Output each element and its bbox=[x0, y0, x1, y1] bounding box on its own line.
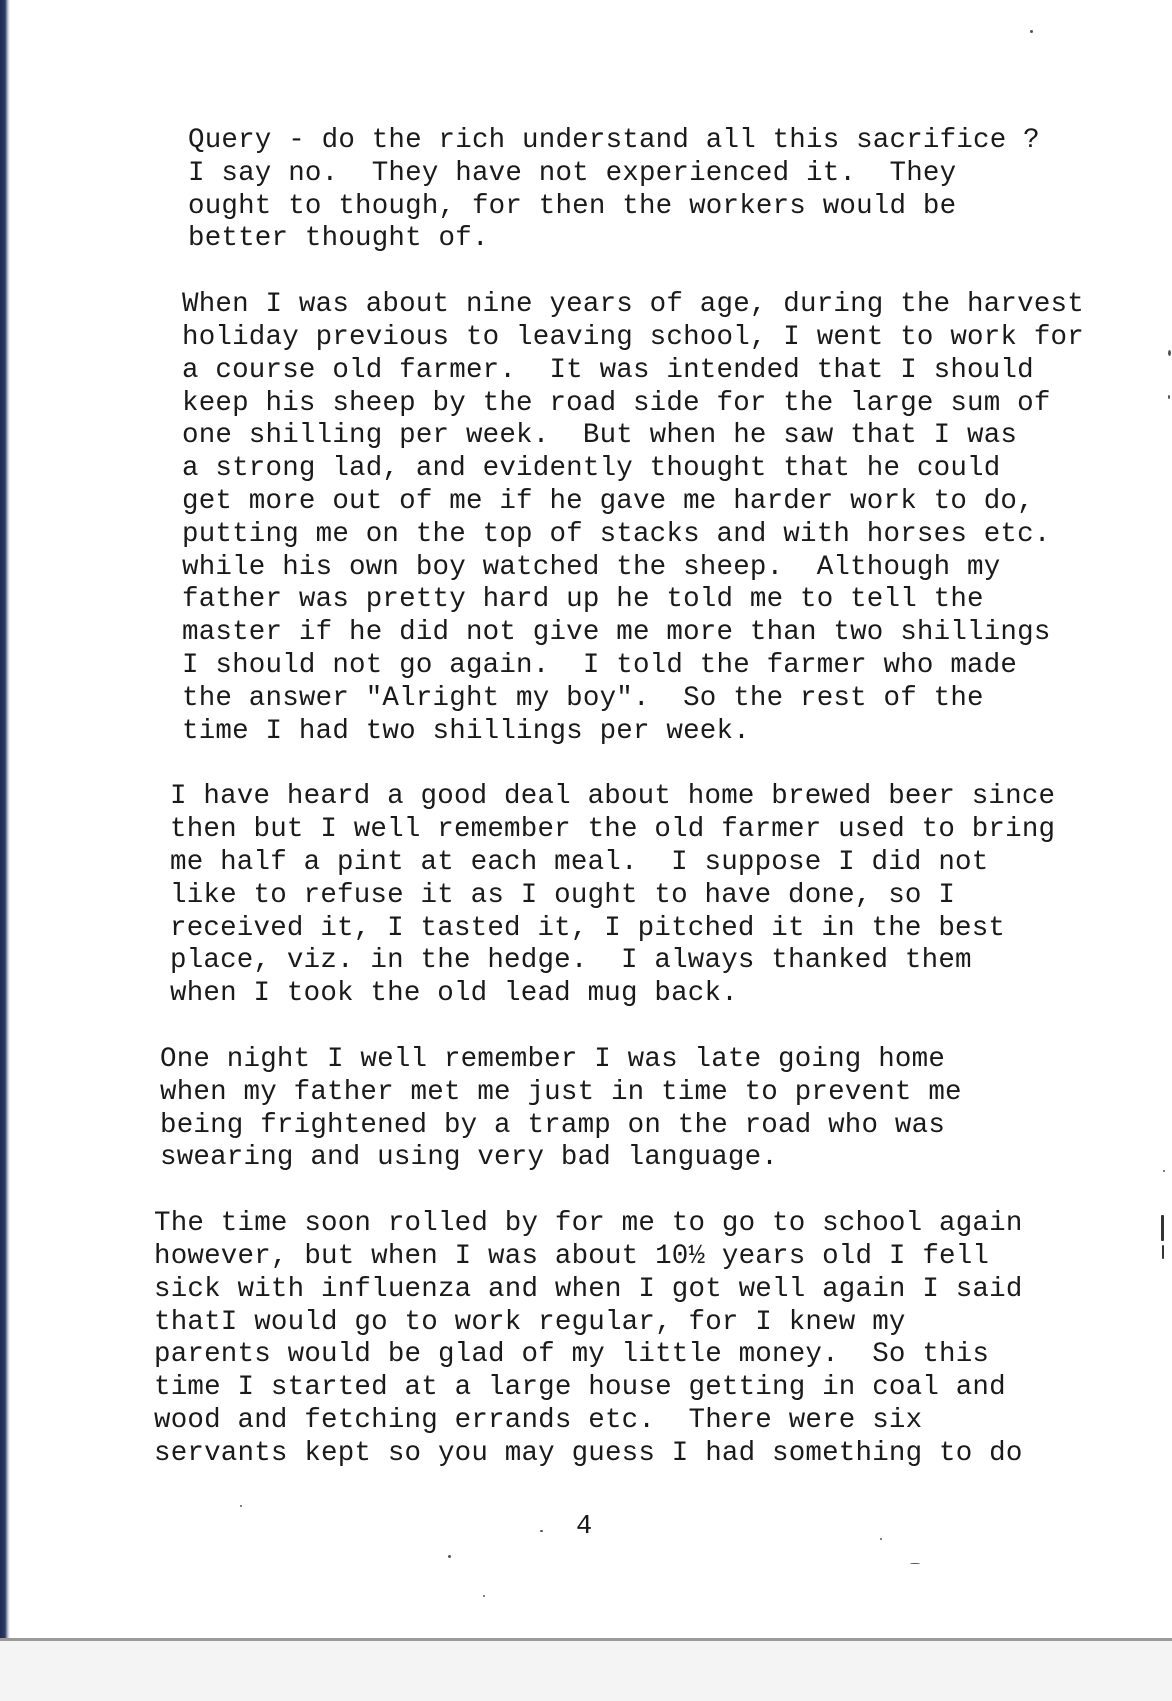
text-line: the answer "Alright my boy". So the rest of the bbox=[182, 682, 984, 714]
text-line: a strong lad, and evidently thought that he could bbox=[182, 453, 1001, 485]
text-line: parents would be glad of my little money. So this bbox=[154, 1339, 990, 1371]
text-line: a course old farmer. It was intended that I should bbox=[182, 354, 1034, 386]
text-line: father was pretty hard up he told me to tell the bbox=[182, 584, 984, 616]
text-line: keep his sheep by the road side for the large sum of bbox=[182, 387, 1051, 419]
scan-speck bbox=[910, 1563, 920, 1564]
text-line: thatI would go to work regular, for I knew my bbox=[154, 1306, 906, 1338]
text-line: better thought of. bbox=[188, 223, 489, 255]
typed-text-body bbox=[150, 125, 1090, 1503]
scan-speck bbox=[880, 1538, 882, 1540]
text-line: I say no. They have not experienced it. They bbox=[188, 157, 957, 189]
text-line: time I started at a large house getting in coal and bbox=[154, 1372, 1006, 1404]
paragraph-2 bbox=[150, 289, 1090, 748]
paragraph-3 bbox=[150, 781, 1090, 1011]
text-line: me half a pint at each meal. I suppose I did not bbox=[170, 846, 989, 878]
text-line: one shilling per week. But when he saw that I was bbox=[182, 420, 1018, 452]
text-line: holiday previous to leaving school, I went to work for bbox=[182, 321, 1084, 353]
paragraph-1 bbox=[150, 125, 1090, 256]
text-line: The time soon rolled by for me to go to school again bbox=[154, 1208, 1023, 1240]
text-line: master if he did not give me more than two shillings bbox=[182, 617, 1051, 649]
scan-speck bbox=[540, 1530, 543, 1532]
paragraph-4 bbox=[150, 1044, 1090, 1175]
text-line: get more out of me if he gave me harder work to do, bbox=[182, 485, 1034, 517]
text-line: while his own boy watched the sheep. Although my bbox=[182, 551, 1001, 583]
scan-speck bbox=[1168, 395, 1170, 399]
scan-speck bbox=[1030, 30, 1033, 33]
text-line: time I had two shillings per week. bbox=[182, 715, 750, 747]
text-line: place, viz. in the hedge. I always thanked them bbox=[170, 945, 972, 977]
scan-speck bbox=[1163, 1170, 1165, 1172]
text-line: then but I well remember the old farmer used to bring bbox=[170, 814, 1056, 846]
text-line: sick with influenza and when I got well again I said bbox=[154, 1273, 1023, 1305]
margin-mark bbox=[1161, 1215, 1164, 1241]
text-line: One night I well remember I was late going home bbox=[160, 1043, 946, 1075]
scan-speck bbox=[240, 1505, 242, 1507]
text-line: ought to though, for then the workers would be bbox=[188, 190, 957, 222]
text-line: when I took the old lead mug back. bbox=[170, 978, 738, 1010]
text-line: Query - do the rich understand all this sacrifice ? bbox=[188, 125, 1040, 156]
text-line: servants kept so you may guess I had something to do bbox=[154, 1437, 1023, 1469]
scan-speck bbox=[483, 1595, 485, 1597]
scan-speck bbox=[1168, 350, 1171, 356]
text-line: I have heard a good deal about home brewed beer since bbox=[170, 781, 1056, 813]
text-line: I should not go again. I told the farmer who made bbox=[182, 649, 1018, 681]
text-line: when my father met me just in time to prevent me bbox=[160, 1076, 962, 1108]
margin-mark bbox=[1162, 1245, 1164, 1259]
text-line: received it, I tasted it, I pitched it in the best bbox=[170, 912, 1006, 944]
text-line: however, but when I was about 10½ years old I fell bbox=[154, 1240, 990, 1272]
scanner-background bbox=[0, 1641, 1172, 1701]
paragraph-5 bbox=[150, 1208, 1090, 1470]
binding-edge bbox=[0, 0, 10, 1640]
text-line: When I was about nine years of age, during the harvest bbox=[182, 289, 1084, 321]
scan-speck bbox=[448, 1555, 451, 1558]
text-line: like to refuse it as I ought to have done, so I bbox=[170, 879, 956, 911]
text-line: wood and fetching errands etc. There were six bbox=[154, 1404, 923, 1436]
text-line: swearing and using very bad language. bbox=[160, 1142, 778, 1174]
page-number: 4 bbox=[576, 1512, 593, 1542]
text-line: being frightened by a tramp on the road who was bbox=[160, 1109, 946, 1141]
text-line: putting me on the top of stacks and with horses etc. bbox=[182, 518, 1051, 550]
